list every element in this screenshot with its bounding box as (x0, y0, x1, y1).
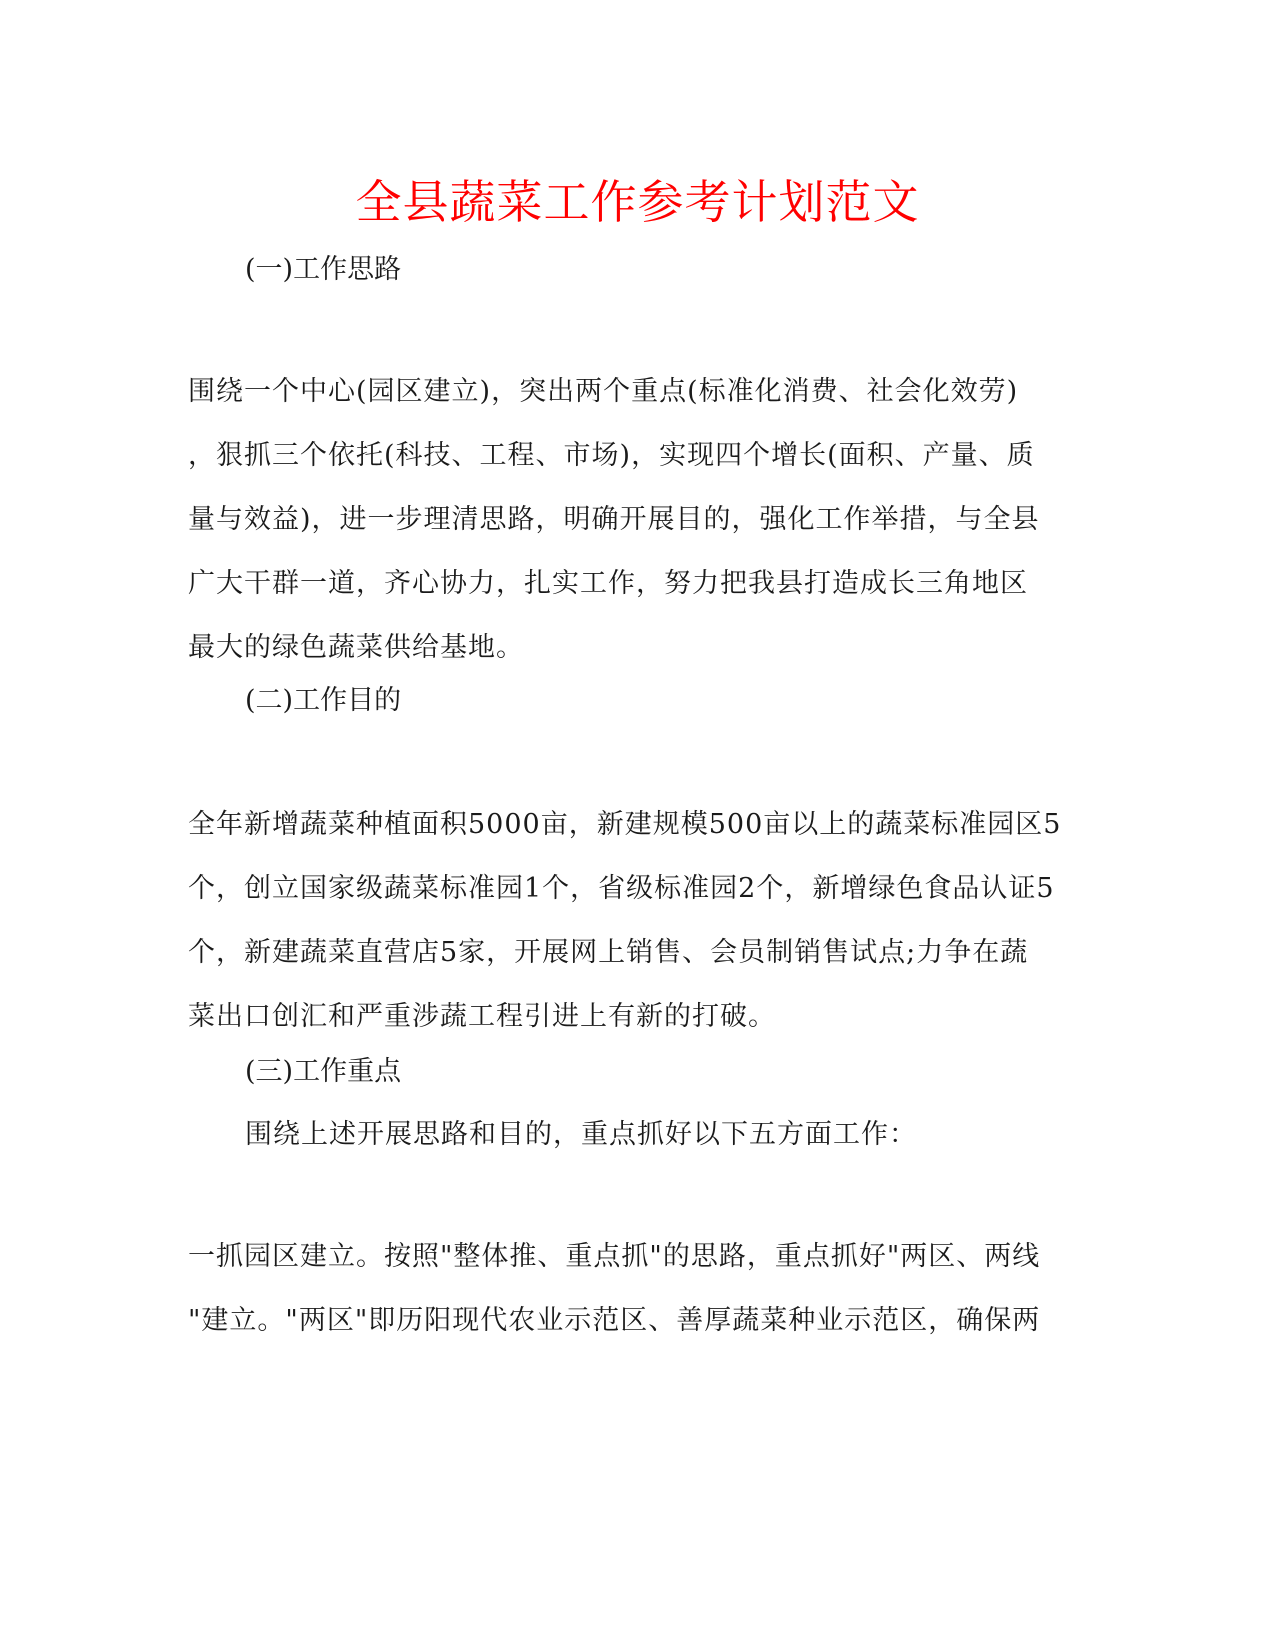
paragraph-line: 最大的绿色蔬菜供给基地。 (188, 632, 524, 663)
paragraph-line: 广大干群一道，齐心协力，扎实工作，努力把我县打造成长三角地区 (188, 568, 1028, 599)
paragraph-line: "建立。"两区"即历阳现代农业示范区、善厚蔬菜种业示范区，确保两 (188, 1305, 1041, 1336)
paragraph-work-approach (188, 360, 1088, 680)
document-title: 全县蔬菜工作参考计划范文 (355, 175, 920, 229)
paragraph-line: 全年新增蔬菜种植面积5000亩，新建规模500亩以上的蔬菜标准园区5 (188, 809, 1062, 840)
paragraph-line: 菜出口创汇和严重涉蔬工程引进上有新的打破。 (188, 1001, 776, 1032)
paragraph-park-construction (188, 1225, 1088, 1353)
section-heading-3: (三)工作重点 (245, 1056, 402, 1087)
section-3-intro: 围绕上述开展思路和目的，重点抓好以下五方面工作： (245, 1119, 917, 1150)
section-heading-1: (一)工作思路 (245, 254, 402, 285)
paragraph-line: 个，新建蔬菜直营店5家，开展网上销售、会员制销售试点;力争在蔬 (188, 937, 1029, 968)
paragraph-work-goals (188, 793, 1088, 1049)
paragraph-line: 围绕一个中心(园区建立)，突出两个重点(标准化消费、社会化效劳) (188, 376, 1019, 407)
paragraph-line: ，狠抓三个依托(科技、工程、市场)，实现四个增长(面积、产量、质 (188, 440, 1035, 471)
paragraph-line: 个，创立国家级蔬菜标准园1个，省级标准园2个，新增绿色食品认证5 (188, 873, 1055, 904)
section-heading-2: (二)工作目的 (245, 685, 402, 716)
paragraph-line: 一抓园区建立。按照"整体推、重点抓"的思路，重点抓好"两区、两线 (188, 1241, 1041, 1272)
paragraph-line: 量与效益)，进一步理清思路，明确开展目的，强化工作举措，与全县 (188, 504, 1040, 535)
